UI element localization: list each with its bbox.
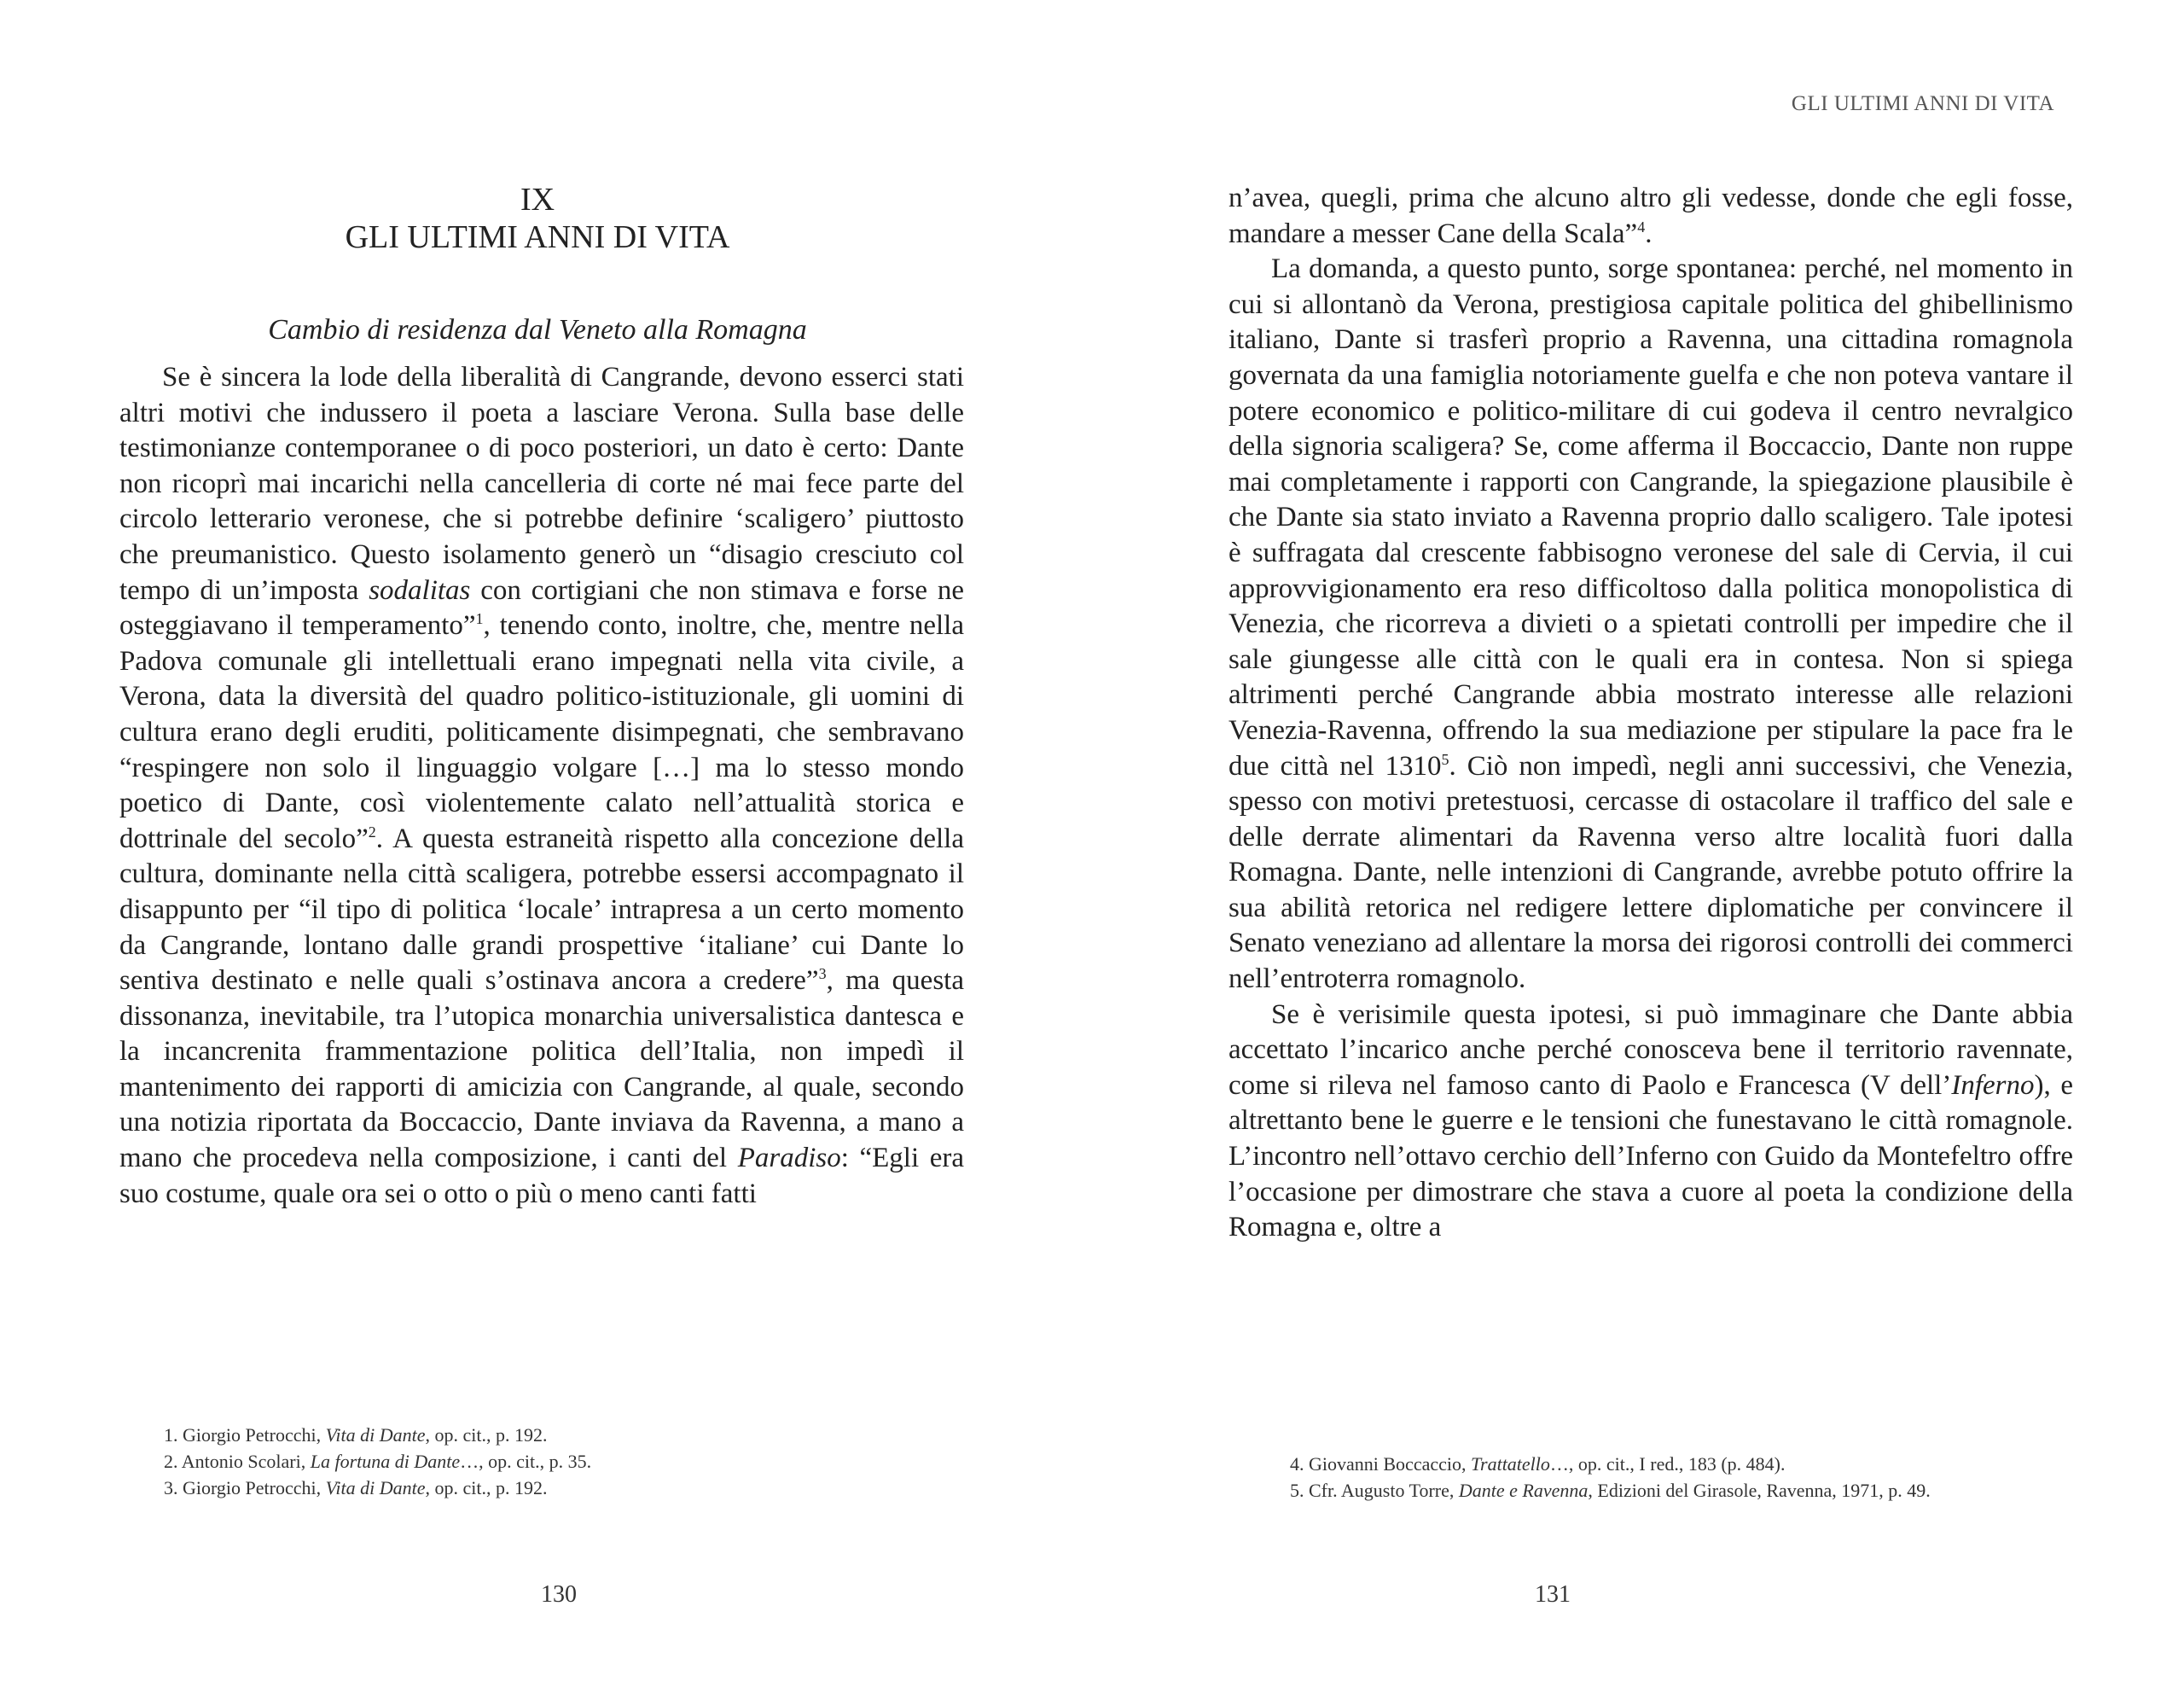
footnote: 3. Giorgio Petrocchi, Vita di Dante, op. cit., p. 192. [164,1477,548,1498]
chapter-title: GLI ULTIMI ANNI DI VITA [345,219,730,255]
right-footnotes [1290,1451,2135,1504]
right-page [1092,0,2184,1699]
footnote: 2. Antonio Scolari, La fortuna di Dante…, op. cit., p. 35. [164,1451,592,1472]
footnote: 1. Giorgio Petrocchi, Vita di Dante, op. cit., p. 192. [164,1424,548,1446]
footnote-ref[interactable]: 3 [818,965,827,983]
running-head: GLI ULTIMI ANNI DI VITA [1791,92,2054,115]
left-footnotes [164,1422,1008,1501]
footnote-ref[interactable]: 1 [475,610,484,628]
footnote: 4. Giovanni Boccaccio, Trattatello…, op. cit., I red., 183 (p. 484). [1290,1453,1786,1475]
left-body-text [119,360,964,1212]
page-number: 130 [541,1581,577,1608]
footnote-ref[interactable]: 4 [1637,218,1646,236]
footnote-ref[interactable]: 5 [1441,750,1449,768]
paragraph: Se è sincera la lode della liberalità di Cangrande, devono esserci stati altri motivi che indussero il poeta a lasciare Verona. Sulla base delle testimonianze contemporanee o di poco posteriori, un dato è certo: Dante non ricoprì mai incarichi nella cancelleria di corte né mai fece parte del circolo letterario veronese, che si potrebbe definire ‘scaligero’ piuttosto che preumanistico. Questo isolamento generò un “disagio cresciuto col tempo di un’imposta sodalitas con cortigiani che non stimava e forse ne osteggiavano il temperamento”$^1$, tenendo conto, inoltre, che, mentre nella Padova comunale gli intellettuali erano impegnati nella vita civile, a Verona, data la diversità del quadro politico-istituzionale, gli uomini di cultura erano degli eruditi, politicamente disimpegnati, che sembravano “respingere non solo il linguaggio volgare […] ma lo stesso mondo poetico di Dante, così violentemente calato nell’attualità storica e dottrinale del secolo”$^2$. A questa estraneità rispetto alla concezione della cultura, dominante nella città scaligera, potrebbe essersi accompagnato il disappunto per “il tipo di politica ‘locale’ intrapresa a un certo momento da Cangrande, lontano dalle grandi prospettive ‘italiane’ cui Dante lo sentiva destinato e nelle quali s’ostinava ancora a credere”$^3$, ma questa dissonanza, inevitabile, tra l’utopica monarchia universalistica dantesca e la incancrenita frammentazione politica dell’Italia, non impedì il mantenimento dei rapporti di amicizia con Cangrande, al quale, secondo una notizia riportata da Boccaccio, Dante inviava da Ravenna, a mano a mano che procedeva nella composizione, i canti del Paradiso: “Egli era suo costume, quale ora sei o otto o più o meno canti fatti [119,362,964,1209]
right-body-text [1228,181,2073,1246]
chapter-number: IX [520,182,555,218]
footnote-ref[interactable]: 2 [368,823,376,841]
paragraph: n’avea, quegli, prima che alcuno altro gli vedesse, donde che egli fosse, mandare a messer Cane della Scala”$^4$. [1228,183,2073,249]
footnote: 5. Cfr. Augusto Torre, Dante e Ravenna, Edizioni del Girasole, Ravenna, 1971, p. 49. [1290,1480,1931,1501]
section-title: Cambio di residenza dal Veneto alla Romagna [268,314,807,346]
paragraph: La domanda, a questo punto, sorge spontanea: perché, nel momento in cui si allontanò da Verona, prestigiosa capitale politica del ghibellinismo italiano, Dante si trasferì proprio a Ravenna, una cittadina romagnola governata da una famiglia notoriamente guelfa e che non poteva vantare il potere economico e politico-militare di cui godeva il centro nevralgico della signoria scaligera? Se, come afferma il Boccaccio, Dante non ruppe mai completamente i rapporti con Cangrande, la spiegazione plausibile è che Dante sia stato inviato a Ravenna proprio dallo scaligero. Tale ipotesi è suffragata dal crescente fabbisogno veronese del sale di Cervia, il cui approvvigionamento era reso difficoltoso dalla politica monopolistica di Venezia, che ricorreva a divieti o a spietati controlli per impedire che il sale giungesse alle città con le quali era in contesa. Non si spiega altrimenti perché Cangrande abbia mostrato interesse alle relazioni Venezia-Ravenna, offrendo la sua mediazione per stipulare la pace fra le due città nel 1310$^5$. Ciò non impedì, negli anni successivi, che Venezia, spesso con motivi pretestuosi, cercasse di ostacolare il traffico del sale e delle derrate alimentari da Ravenna verso altre località fuori dalla Romagna. Dante, nelle intenzioni di Cangrande, avrebbe potuto offrire la sua abilità retorica nel redigere lettere diplomatiche per convincere il Senato veneziano ad allentare la morsa dei rigorosi controlli dei commerci nell’entroterra romagnolo. [1228,253,2073,995]
paragraph: Se è verisimile questa ipotesi, si può immaginare che Dante abbia accettato l’incarico anche perché conosceva bene il territorio ravennate, come si rileva nel famoso canto di Paolo e Francesca (V dell’Inferno), e altrettanto bene le guerre e le tensioni che funestavano le città romagnole. L’incontro nell’ottavo cerchio dell’Inferno con Guido da Montefeltro offre l’occasione per dimostrare che stava a cuore al poeta la condizione della Romagna e, oltre a [1228,998,2073,1243]
page-number: 131 [1535,1581,1571,1608]
